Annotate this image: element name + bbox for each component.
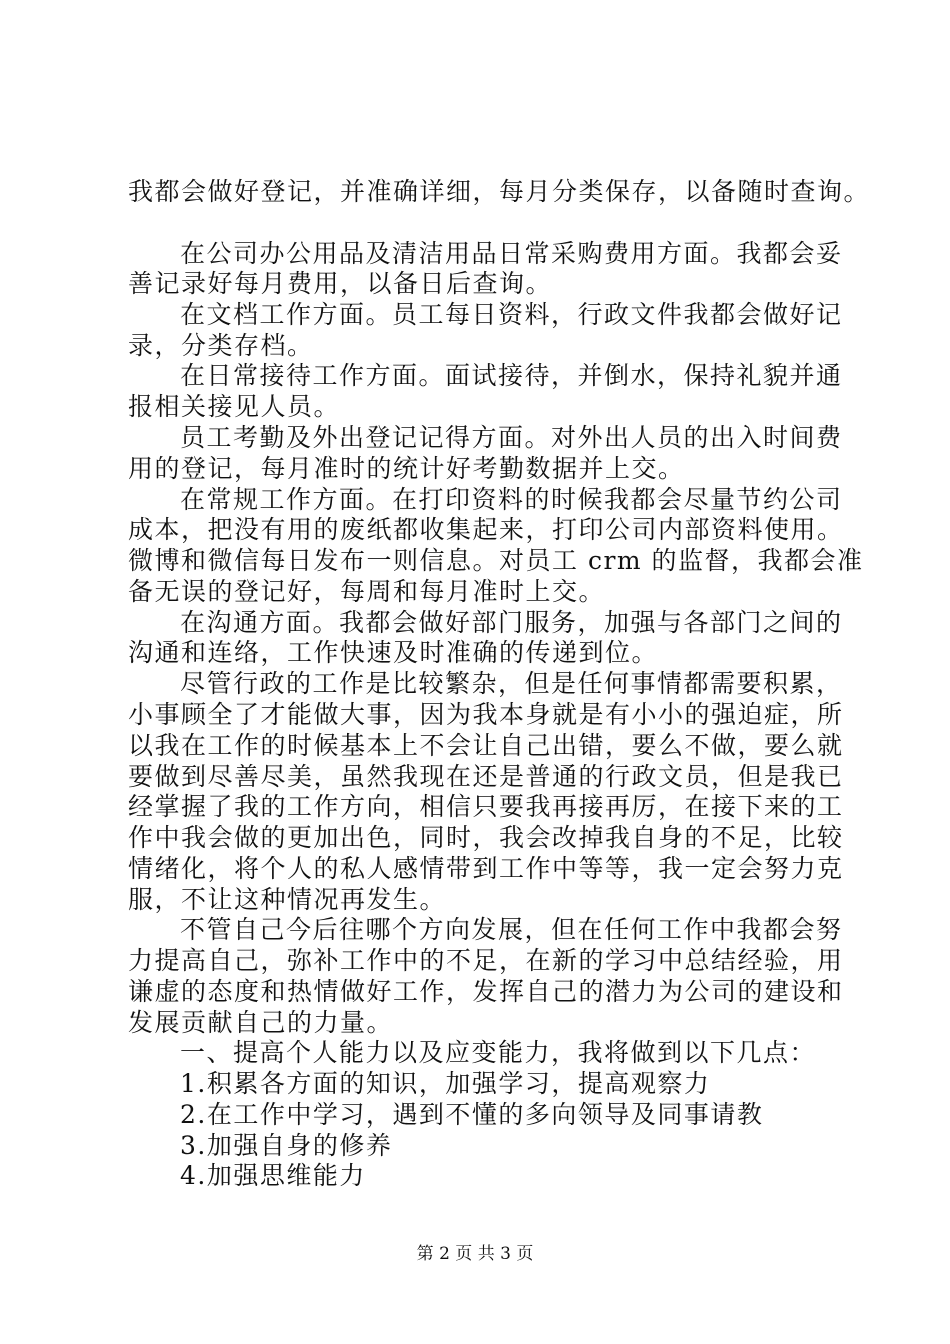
text-line: 报相关接见人员。 <box>128 392 341 421</box>
text-line: 小事顾全了才能做大事，因为我本身就是有小小的强迫症，所 <box>128 700 844 729</box>
text-line: 尽管行政的工作是比较繁杂，但是任何事情都需要积累， <box>180 669 843 698</box>
text-line: 在公司办公用品及清洁用品日常采购费用方面。我都会妥 <box>180 239 843 268</box>
text-line: 在常规工作方面。在打印资料的时候我都会尽量节约公司 <box>180 485 843 514</box>
text-line: 备无误的登记好，每周和每月准时上交。 <box>128 577 606 606</box>
text-line: 不管自己今后往哪个方向发展，但在任何工作中我都会努 <box>180 915 843 944</box>
text-line: 以我在工作的时候基本上不会让自己出错，要么不做，要么就 <box>128 731 844 760</box>
text-line: 服，不让这种情况再发生。 <box>128 885 447 914</box>
list-item: 2.在工作中学习，遇到不懂的多向领导及同事请教 <box>180 1100 764 1129</box>
text-line: 作中我会做的更加出色，同时，我会改掉我自身的不足，比较 <box>128 823 844 852</box>
text-line: 谦虚的态度和热情做好工作，发挥自己的潜力为公司的建设和 <box>128 977 844 1006</box>
text-line: 在沟通方面。我都会做好部门服务，加强与各部门之间的 <box>180 608 843 637</box>
text-line: 我都会做好登记，并准确详细，每月分类保存，以备随时查询。 <box>128 177 871 206</box>
list-item: 3.加强自身的修养 <box>180 1131 393 1160</box>
text-line: 发展贡献自己的力量。 <box>128 1008 394 1037</box>
text-line: 力提高自己，弥补工作中的不足，在新的学习中总结经验，用 <box>128 946 844 975</box>
text-line: 成本，把没有用的废纸都收集起来，打印公司内部资料使用。 <box>128 515 844 544</box>
list-item: 1.积累各方面的知识，加强学习，提高观察力 <box>180 1069 711 1098</box>
text-line: 员工考勤及外出登记记得方面。对外出人员的出入时间费 <box>180 423 843 452</box>
text-line: 经掌握了我的工作方向，相信只要我再接再厉，在接下来的工 <box>128 792 844 821</box>
text-line: 沟通和连络，工作快速及时准确的传递到位。 <box>128 638 659 667</box>
text-line: 录，分类存档。 <box>128 331 314 360</box>
list-item: 4.加强思维能力 <box>180 1161 366 1190</box>
text-line: 情绪化，将个人的私人感情带到工作中等等，我一定会努力克 <box>128 854 844 883</box>
text-line: 用的登记，每月准时的统计好考勤数据并上交。 <box>128 454 685 483</box>
text-line: 在日常接待工作方面。面试接待，并倒水，保持礼貌并通 <box>180 361 843 390</box>
text-line: 在文档工作方面。员工每日资料，行政文件我都会做好记 <box>180 300 843 329</box>
page-footer: 第 2 页 共 3 页 <box>416 1244 534 1264</box>
text-line: 微博和微信每日发布一则信息。对员工 crm 的监督，我都会准 <box>128 546 864 575</box>
text-line: 善记录好每月费用，以备日后查询。 <box>128 269 553 298</box>
text-line: 一、提高个人能力以及应变能力，我将做到以下几点： <box>180 1038 817 1067</box>
text-line: 要做到尽善尽美，虽然我现在还是普通的行政文员，但是我已 <box>128 762 844 791</box>
